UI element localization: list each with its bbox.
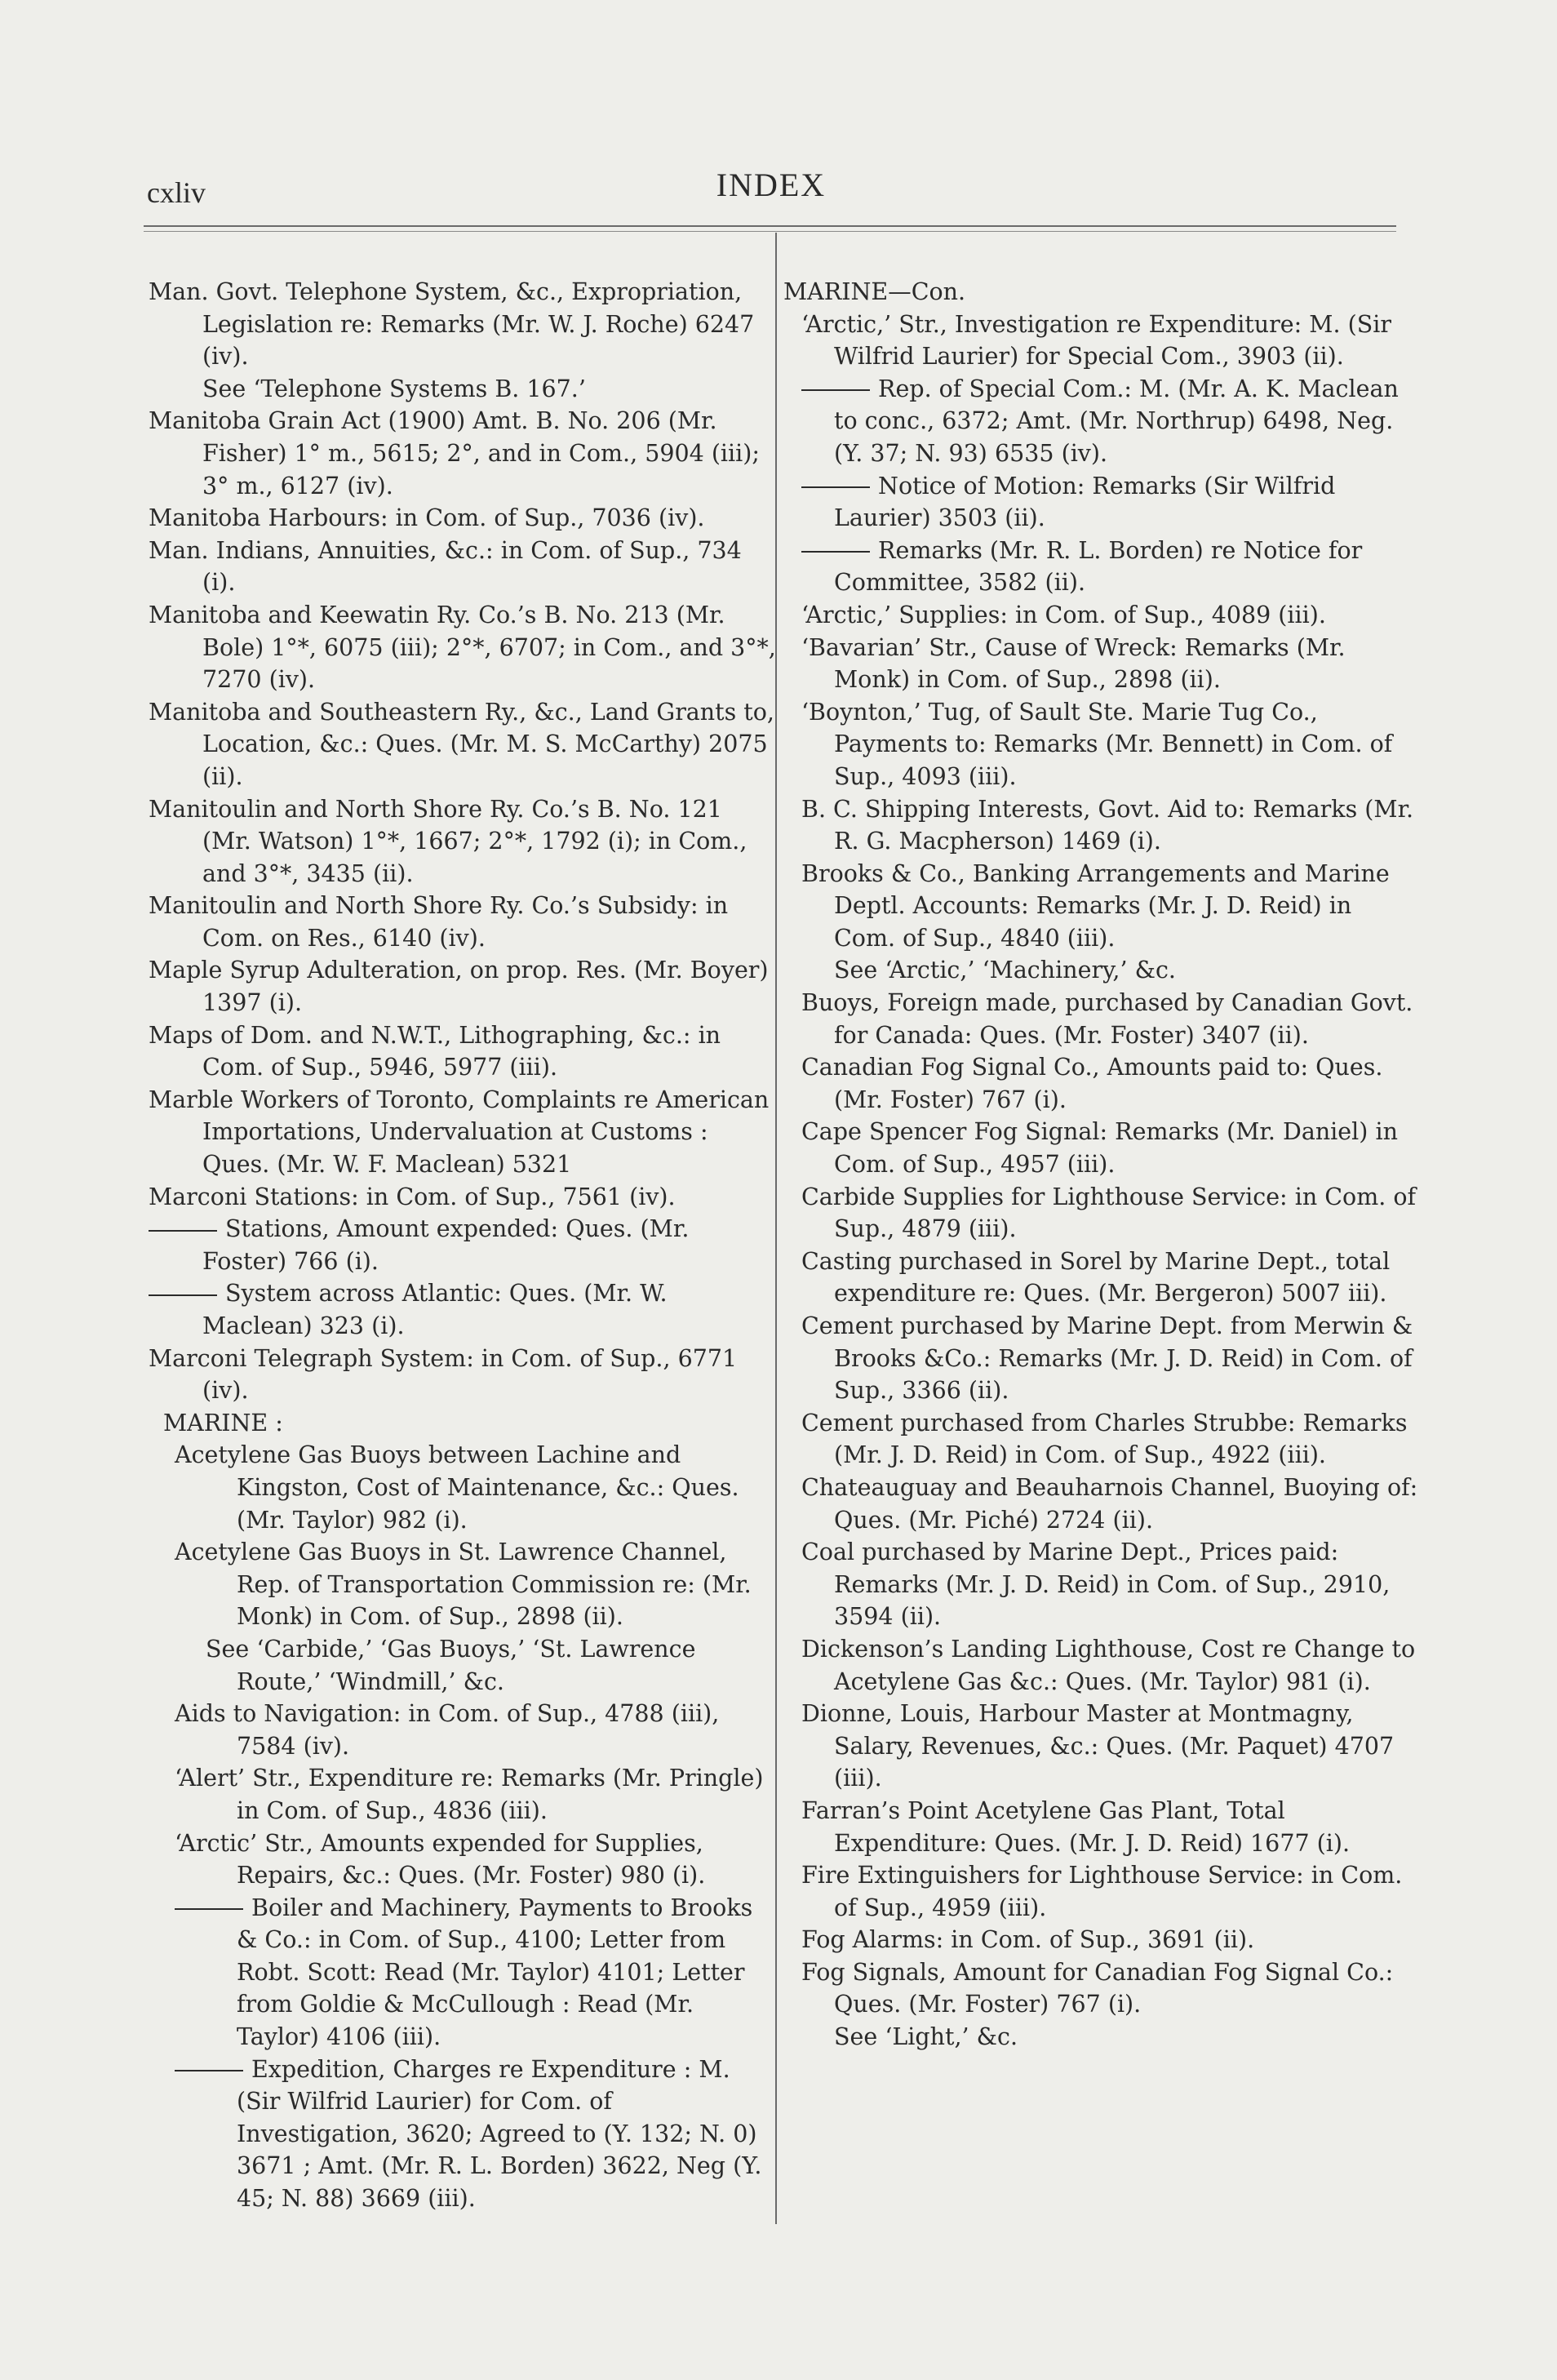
index-entry: Man. Govt. Telephone System, &c., Expropriation, Legislation re: Remarks (Mr. W. J. Roche) 6247 (iv).	[149, 278, 755, 371]
index-entry: Manitoba Grain Act (1900) Amt. B. No. 206 (Mr. Fisher) 1° m., 5615; 2°, and in Com., 5904 (iii); 3° m., 6127 (iv).	[149, 407, 760, 500]
page-number: cxliv	[147, 176, 206, 209]
index-entry: Carbide Supplies for Lighthouse Service: in Com. of Sup., 4879 (iii).	[801, 1183, 1417, 1243]
index-entry: Buoys, Foreign made, purchased by Canadian Govt. for Canada: Ques. (Mr. Foster) 3407 (ii).	[801, 989, 1413, 1049]
index-subentry	[149, 1277, 777, 1342]
subentry-text: Expedition, Charges re Expenditure : M. (Sir Wilfrid Laurier) for Com. of Investigation, 3620; Agreed to (Y. 132; N. 0) 3671 ; Amt. (Mr. R. L. Borden) 3622, Neg (Y. 45; N. 88) 3669 (iii).	[237, 2055, 762, 2213]
continuation-dash	[149, 1230, 217, 1232]
continuation-dash	[175, 2070, 243, 2071]
continuation-dash	[801, 551, 870, 553]
subentry-text: Remarks (Mr. R. L. Borden) re Notice for Committee, 3582 (ii).	[834, 536, 1363, 597]
index-entry: Manitoba and Southeastern Ry., &c., Land Grants to, Location, &c.: Ques. (Mr. M. S. McCarthy) 2075 (ii).	[149, 698, 774, 790]
index-entry: Marconi Telegraph System: in Com. of Sup., 6771 (iv).	[149, 1344, 738, 1405]
index-entry: Manitoba Harbours: in Com. of Sup., 7036 (iv).	[149, 504, 705, 532]
index-entry: Farran’s Point Acetylene Gas Plant, Total Expenditure: Ques. (Mr. J. D. Reid) 1677 (i).	[801, 1796, 1351, 1857]
index-entry: Maps of Dom. and N.W.T., Lithographing, &c.: in Com. of Sup., 5946, 5977 (iii).	[149, 1021, 721, 1081]
index-entry: Dickenson’s Landing Lighthouse, Cost re Change to Acetylene Gas &c.: Ques. (Mr. Taylor) 981 (i).	[801, 1635, 1416, 1695]
index-entry: Manitoulin and North Shore Ry. Co.’s B. No. 121 (Mr. Watson) 1°*, 1667; 2°*, 1792 (i); in Com., and 3°*, 3435 (ii).	[149, 795, 747, 887]
section-heading: MARINE—Con.	[783, 278, 966, 305]
index-entry: ‘Alert’ Str., Expenditure re: Remarks (Mr. Pringle) in Com. of Sup., 4836 (iii).	[175, 1765, 764, 1824]
index-entry: Coal purchased by Marine Dept., Prices paid: Remarks (Mr. J. D. Reid) in Com. of Sup., 2910, 3594 (ii).	[801, 1539, 1391, 1631]
continuation-dash	[175, 1908, 243, 1910]
index-entry: ‘Arctic’ Str., Amounts expended for Supplies, Repairs, &c.: Ques. (Mr. Foster) 980 (i).	[175, 1829, 706, 1889]
continuation-dash	[149, 1294, 217, 1296]
subentry-text: System across Atlantic: Ques. (Mr. W. Maclean) 323 (i).	[202, 1280, 668, 1339]
index-entry: Aids to Navigation: in Com. of Sup., 4788 (iii), 7584 (iv).	[175, 1700, 720, 1760]
index-entry: Cement purchased from Charles Strubbe: Remarks (Mr. J. D. Reid) in Com. of Sup., 4922 (iii).	[801, 1409, 1408, 1469]
page-title: INDEX	[716, 167, 827, 203]
continuation-dash	[801, 486, 870, 488]
index-entry: Marble Workers of Toronto, Complaints re American Importations, Undervaluation at Customs : Ques. (Mr. W. F. Maclean) 5321	[149, 1086, 770, 1179]
see-reference: See ‘Carbide,’ ‘Gas Buoys,’ ‘St. Lawrence Route,’ ‘Windmill,’ &c.	[206, 1635, 696, 1695]
index-entry: Marconi Stations: in Com. of Sup., 7561 (iv).	[149, 1183, 676, 1210]
index-entry: Casting purchased in Sorel by Marine Dept., total expenditure re: Ques. (Mr. Bergeron) 5007 iii).	[801, 1247, 1391, 1308]
section-heading: MARINE :	[163, 1409, 283, 1436]
index-entry: Chateauguay and Beauharnois Channel, Buoying of: Ques. (Mr. Piché) 2724 (ii).	[801, 1473, 1418, 1534]
index-subentry	[801, 535, 1420, 599]
index-entry: Dionne, Louis, Harbour Master at Montmagny, Salary, Revenues, &c.: Ques. (Mr. Paquet) 4707 (iii).	[801, 1700, 1395, 1792]
index-entry: Acetylene Gas Buoys between Lachine and Kingston, Cost of Maintenance, &c.: Ques. (Mr. Taylor) 982 (i).	[175, 1441, 739, 1534]
index-entry: Cape Spencer Fog Signal: Remarks (Mr. Daniel) in Com. of Sup., 4957 (iii).	[801, 1118, 1398, 1179]
subentry-text: Rep. of Special Com.: M. (Mr. A. K. Maclean to conc., 6372; Amt. (Mr. Northrup) 6498, Neg. (Y. 37; N. 93) 6535 (iv).	[834, 375, 1399, 467]
index-entry: ‘Arctic,’ Str., Investigation re Expenditure: M. (Sir Wilfrid Laurier) for Special Com., 3903 (ii).	[801, 310, 1391, 371]
continuation-dash	[801, 389, 870, 391]
index-entry: Fog Signals, Amount for Canadian Fog Signal Co.: Ques. (Mr. Foster) 767 (i).	[801, 1958, 1394, 2018]
index-entry: Canadian Fog Signal Co., Amounts paid to: Ques. (Mr. Foster) 767 (i).	[801, 1054, 1383, 1113]
index-subentry	[149, 2054, 777, 2215]
index-entry: Fire Extinguishers for Lighthouse Service: in Com. of Sup., 4959 (iii).	[801, 1862, 1403, 1921]
index-entry: Fog Alarms: in Com. of Sup., 3691 (ii).	[801, 1926, 1255, 1954]
header-rule	[144, 225, 1396, 232]
index-entry: Acetylene Gas Buoys in St. Lawrence Channel, Rep. of Transportation Commission re: (Mr. Monk) in Com. of Sup., 2898 (ii).	[175, 1539, 752, 1631]
index-subentry	[801, 470, 1420, 535]
index-entry: Man. Indians, Annuities, &c.: in Com. of Sup., 734 (i).	[149, 536, 742, 597]
subentry-text: Notice of Motion: Remarks (Sir Wilfrid Laurier) 3503 (ii).	[834, 472, 1336, 532]
index-entry: Manitoulin and North Shore Ry. Co.’s Subsidy: in Com. on Res., 6140 (iv).	[149, 892, 729, 952]
see-reference: See ‘Telephone Systems B. 167.’	[202, 375, 586, 402]
index-entry: Manitoba and Keewatin Ry. Co.’s B. No. 213 (Mr. Bole) 1°*, 6075 (iii); 2°*, 6707; in Com., and 3°*, 7270 (iv).	[149, 601, 776, 694]
page-header	[147, 159, 1395, 216]
see-reference: See ‘Arctic,’ ‘Machinery,’ &c.	[834, 957, 1176, 984]
subentry-text: Stations, Amount expended: Ques. (Mr. Foster) 766 (i).	[202, 1215, 690, 1275]
index-entry: ‘Arctic,’ Supplies: in Com. of Sup., 4089 (iii).	[801, 601, 1326, 628]
index-entry: Brooks & Co., Banking Arrangements and Marine Deptl. Accounts: Remarks (Mr. J. D. Reid) in Com. of Sup., 4840 (iii).	[801, 859, 1390, 952]
index-entry: B. C. Shipping Interests, Govt. Aid to: Remarks (Mr. R. G. Macpherson) 1469 (i).	[801, 795, 1414, 855]
index-subentry	[801, 373, 1420, 470]
right-column	[783, 276, 1420, 2054]
index-entry: ‘Bavarian’ Str., Cause of Wreck: Remarks (Mr. Monk) in Com. of Sup., 2898 (ii).	[801, 633, 1346, 694]
index-entry: ‘Boynton,’ Tug, of Sault Ste. Marie Tug Co., Payments to: Remarks (Mr. Bennett) in Com. of Sup., 4093 (iii).	[801, 698, 1393, 790]
index-subentry	[149, 1892, 777, 2054]
index-entry: Cement purchased by Marine Dept. from Merwin & Brooks &Co.: Remarks (Mr. J. D. Reid) in Com. of Sup., 3366 (ii).	[801, 1312, 1413, 1405]
see-reference: See ‘Light,’ &c.	[834, 2023, 1018, 2051]
subentry-text: Boiler and Machinery, Payments to Brooks & Co.: in Com. of Sup., 4100; Letter from Robt. Scott: Read (Mr. Taylor) 4101; Letter from Goldie & McCullough : Read (Mr. Taylor) 4106 (iii).	[237, 1894, 753, 2051]
index-subentry	[149, 1213, 777, 1277]
index-entry: Maple Syrup Adulteration, on prop. Res. (Mr. Boyer) 1397 (i).	[149, 957, 769, 1017]
left-column	[149, 276, 777, 2215]
